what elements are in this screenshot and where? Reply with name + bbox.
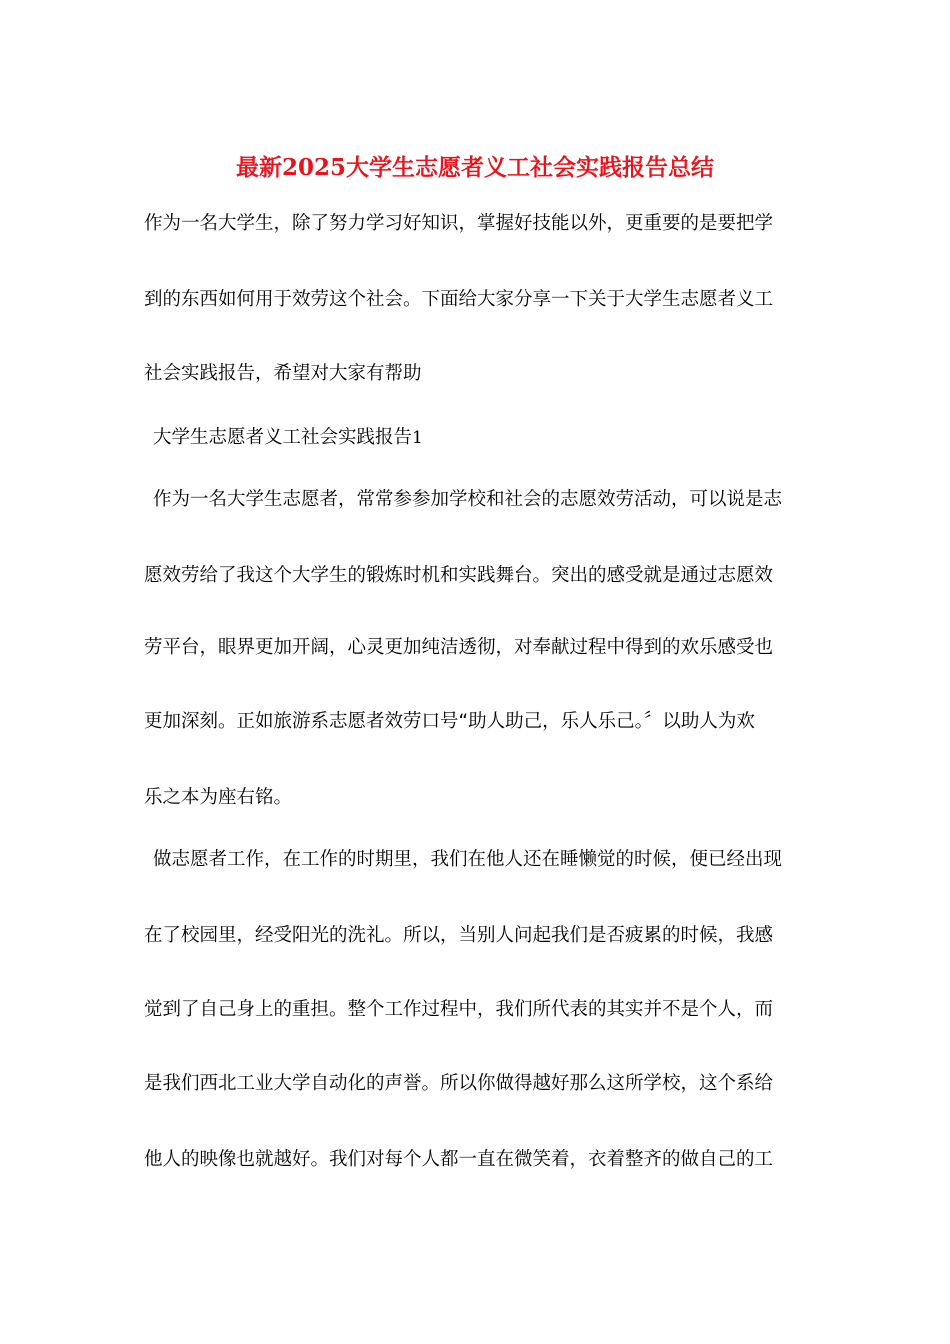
document-title: 最新2025大学生志愿者义工社会实践报告总结 <box>235 154 714 181</box>
intro-line-2: 到的东西如何用于效劳这个社会。下面给大家分享一下关于大学生志愿者义工 <box>144 289 774 310</box>
paragraph1-line-2: 愿效劳给了我这个大学生的锻炼时机和实践舞台。突出的感受就是通过志愿效 <box>144 565 774 586</box>
section-heading <box>153 424 423 452</box>
intro-line-1: 作为一名大学生，除了努力学习好知识，掌握好技能以外，更重要的是要把学 <box>144 213 774 234</box>
paragraph2-line-4: 是我们西北工业大学自动化的声誉。所以你做得越好那么这所学校，这个系给 <box>144 1073 774 1094</box>
paragraph1-line-1: 作为一名大学生志愿者，常常参参加学校和社会的志愿效劳活动，可以说是志 <box>153 489 783 510</box>
paragraph2-line-5: 他人的映像也就越好。我们对每个人都一直在微笑着，衣着整齐的做自己的工 <box>144 1149 774 1170</box>
section-heading-number: 1 <box>412 428 423 448</box>
intro-line-3: 社会实践报告，希望对大家有帮助 <box>144 363 422 384</box>
paragraph1-line-4: 更加深刻。正如旅游系志愿者效劳口号“助人助己，乐人乐己。〞以助人为欢 <box>144 711 755 732</box>
paragraph1-line-3: 劳平台，眼界更加开阔，心灵更加纯洁透彻，对奉献过程中得到的欢乐感受也 <box>144 637 774 658</box>
paragraph2-line-2: 在了校园里，经受阳光的洗礼。所以，当别人问起我们是否疲累的时候，我感 <box>144 925 774 946</box>
section-heading-text: 大学生志愿者义工社会实践报告 <box>153 427 413 448</box>
paragraph2-line-1: 做志愿者工作，在工作的时期里，我们在他人还在睡懒觉的时候，便已经出现 <box>153 849 783 870</box>
paragraph2-line-3: 觉到了自己身上的重担。整个工作过程中，我们所代表的其实并不是个人，而 <box>144 999 774 1020</box>
paragraph1-line-5: 乐之本为座右铭。 <box>144 787 293 808</box>
